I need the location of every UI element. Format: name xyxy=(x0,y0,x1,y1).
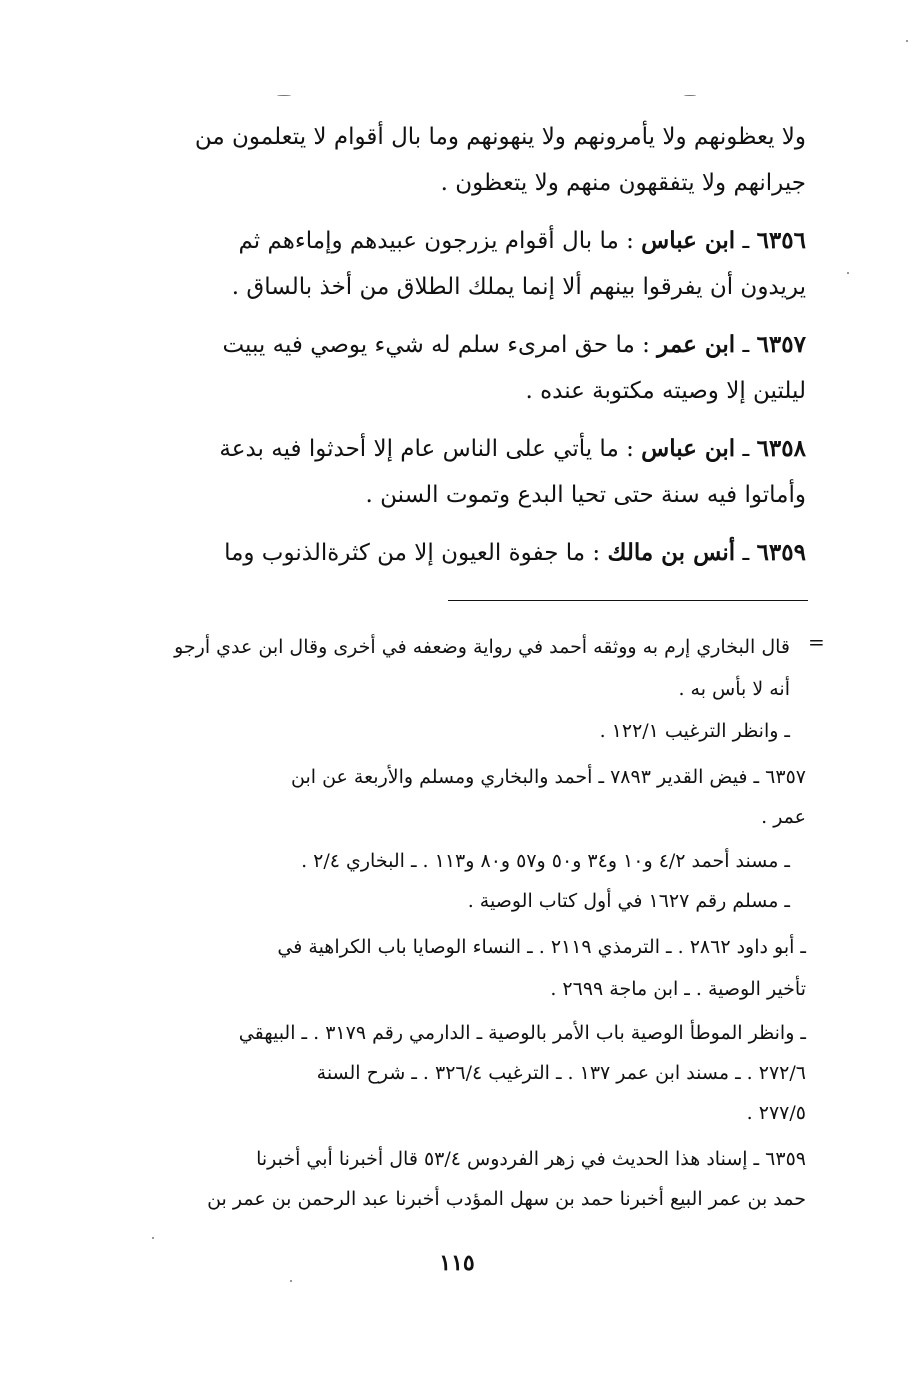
narrator-name: ابن عباس xyxy=(641,435,736,462)
scan-speck xyxy=(684,95,696,96)
hadith-text: : ما بال أقوام يزرجون عبيدهم وإماءهم ثم xyxy=(238,228,634,254)
footnote-line: ـ وانظر الترغيب ١٢٢/١ . xyxy=(599,720,790,742)
scan-speck xyxy=(906,40,908,42)
footnote-separator xyxy=(448,600,808,601)
footnote-line: حمد بن عمر البيع أخبرنا حمد بن سهل المؤدب أخبرنا عبد الرحمن بن عمر بن xyxy=(207,1188,806,1210)
footnote-line: ٢٧٢/٦ . ـ مسند ابن عمر ١٣٧ . ـ الترغيب ٣٢٦/٤ . ـ شرح السنة xyxy=(316,1062,806,1084)
hadith-number: ٦٣٥٩ xyxy=(756,539,806,566)
footnote-line: ٦٣٥٩ ـ إسناد هذا الحديث في زهر الفردوس ٥٣/٤ قال أخبرنا أبي أخبرنا xyxy=(256,1148,806,1170)
hadith-6357-line: ٦٣٥٧ ـ ابن عمر : ما حق امرىء سلم له شيء يوصي فيه يبيت xyxy=(222,331,806,358)
footnote-line: تأخير الوصية . ـ ابن ماجة ٢٦٩٩ . xyxy=(550,978,806,1000)
footnote-line: ـ مسند أحمد ٤/٢ و١٠ و٣٤ و٥٠ و٥٧ و٨٠ و١١٣ . ـ البخاري ٢/٤ . xyxy=(301,850,790,872)
text-line: وأماتوا فيه سنة حتى تحيا البدع وتموت السنن . xyxy=(365,482,806,508)
hadith-text: : ما حق امرىء سلم له شيء يوصي فيه يبيت xyxy=(222,332,650,358)
text-line: يريدون أن يفرقوا بينهم ألا إنما يملك الطلاق من أخذ بالساق . xyxy=(231,274,806,300)
hadith-6356-line: ٦٣٥٦ ـ ابن عباس : ما بال أقوام يزرجون عبيدهم وإماءهم ثم xyxy=(238,227,806,254)
hadith-text: : ما جفوة العيون إلا من كثرةالذنوب وما xyxy=(224,540,601,566)
hadith-text: : ما يأتي على الناس عام إلا أحدثوا فيه بدعة xyxy=(219,436,634,462)
hadith-6359-line: ٦٣٥٩ ـ أنس بن مالك : ما جفوة العيون إلا من كثرةالذنوب وما xyxy=(224,539,806,566)
footnote-line: أنه لا بأس به . xyxy=(678,678,790,700)
scan-speck xyxy=(277,95,291,96)
footnote-line: ـ أبو داود ٢٨٦٢ . ـ الترمذي ٢١١٩ . ـ النساء الوصايا باب الكراهية في xyxy=(277,936,806,958)
hadith-6358-line: ٦٣٥٨ ـ ابن عباس : ما يأتي على الناس عام إلا أحدثوا فيه بدعة xyxy=(219,435,806,462)
footnote-line: قال البخاري إرم به ووثقه أحمد في رواية وضعفه في أخرى وقال ابن عدي أرجو xyxy=(174,636,790,658)
narrator-name: ابن عمر xyxy=(657,331,736,358)
text-line: ولا يعظونهم ولا يأمرونهم ولا ينهونهم وما بال أقوام لا يتعلمون من xyxy=(194,124,806,150)
narrator-name: ابن عباس xyxy=(641,227,736,254)
hadith-number: ٦٣٥٨ xyxy=(756,435,806,462)
page-number: ١١٥ xyxy=(439,1250,475,1276)
continuation-mark: = xyxy=(808,630,825,654)
scan-speck xyxy=(847,272,849,274)
footnote-line: ٢٧٧/٥ . xyxy=(746,1102,806,1124)
scan-speck xyxy=(152,1237,154,1239)
text-line: جيرانهم ولا يتفقهون منهم ولا يتعظون . xyxy=(440,170,806,196)
footnote-line: ٦٣٥٧ ـ فيض القدير ٧٨٩٣ ـ أحمد والبخاري ومسلم والأربعة عن ابن xyxy=(291,766,806,788)
scan-speck xyxy=(290,1280,292,1282)
hadith-number: ٦٣٥٧ xyxy=(756,331,806,358)
hadith-number: ٦٣٥٦ xyxy=(756,227,806,254)
narrator-name: أنس بن مالك xyxy=(607,539,736,566)
footnote-line: ـ وانظر الموطأ الوصية باب الأمر بالوصية ـ الدارمي رقم ٣١٧٩ . ـ البيهقي xyxy=(238,1022,806,1044)
footnote-line: عمر . xyxy=(761,806,806,828)
text-line: ليلتين إلا وصيته مكتوبة عنده . xyxy=(525,378,806,404)
footnote-line: ـ مسلم رقم ١٦٢٧ في أول كتاب الوصية . xyxy=(467,890,790,912)
